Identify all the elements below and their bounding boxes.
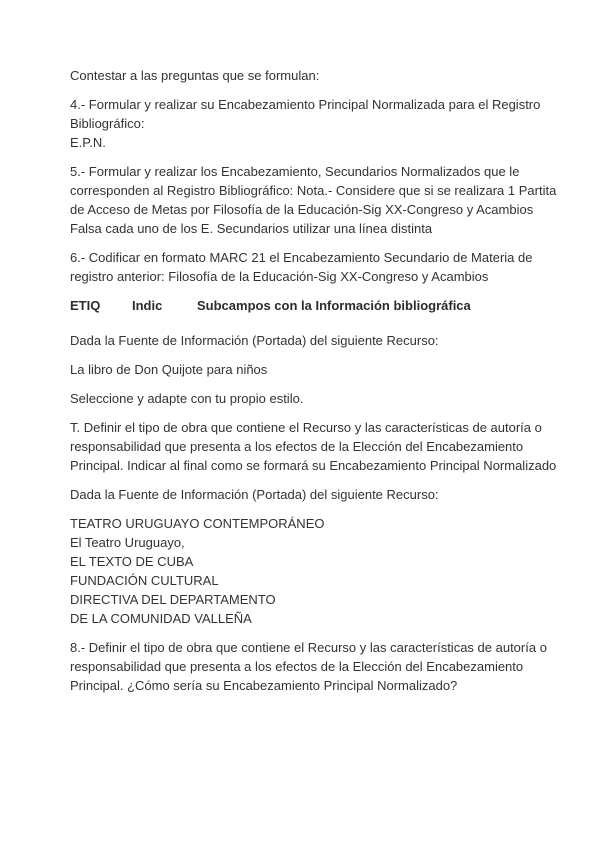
text-line: responsabilidad que presenta a los efectos de la Elección del Encabezamiento [70,439,524,454]
question-8-paragraph [70,638,547,695]
text-line: 8.- Definir el tipo de obra que contiene el Recurso y las características de autoría o [70,640,547,655]
text-line: de Acceso de Metas por Filosofía de la Educación-Sig XX-Congreso y Acambios [70,202,534,217]
question-6-paragraph [70,248,540,286]
text-line: registro anterior: Filosofía de la Educación-Sig XX-Congreso y Acambios [70,269,489,284]
text-line: El Teatro Uruguayo, [70,535,185,550]
text-line: Principal. ¿Cómo sería su Encabezamiento Principal Normalizado? [70,678,458,693]
marc-header-indic: Indic [132,298,163,313]
question-5-paragraph [70,162,557,238]
text-line: DE LA COMUNIDAD VALLEÑA [70,611,252,626]
text-line: 6.- Codificar en formato MARC 21 el Encabezamiento Secundario de Materia de [70,250,533,265]
marc-header-subcampos: Subcampos con la Información bibliográfica [197,298,471,313]
text-line: E.P.N. [70,135,106,150]
question-7-paragraph [70,418,557,475]
text-line: FUNDACIÓN CULTURAL [70,573,219,588]
text-line: EL TEXTO DE CUBA [70,554,194,569]
text-line: Bibliográfico: [70,116,145,131]
resource-title-1: La libro de Don Quijote para niños [70,362,268,377]
intro-paragraph: Contestar a las preguntas que se formulan: [70,68,320,83]
text-line: corresponden al Registro Bibliográfico: Nota.- Considere que si se realizara 1 Partita [70,183,557,198]
marc-header-etiq: ETIQ [70,298,101,313]
style-note: Seleccione y adapte con tu propio estilo. [70,391,304,406]
question-4-paragraph [70,95,540,152]
portada-block [70,514,540,628]
text-line: responsabilidad que presenta a los efectos de la Elección del Encabezamiento [70,659,524,674]
text-line: Principal. Indicar al final como se formará su Encabezamiento Principal Normalizado [70,458,557,473]
marc-table-header [70,296,540,315]
source-prompt-2: Dada la Fuente de Información (Portada) del siguiente Recurso: [70,487,439,502]
text-line: TEATRO URUGUAYO CONTEMPORÁNEO [70,516,325,531]
text-line: DIRECTIVA DEL DEPARTAMENTO [70,592,276,607]
text-line: T. Definir el tipo de obra que contiene el Recurso y las características de autoría o [70,420,542,435]
text-line: Falsa cada uno de los E. Secundarios utilizar una línea distinta [70,221,433,236]
text-line: 4.- Formular y realizar su Encabezamiento Principal Normalizada para el Registro [70,97,541,112]
text-line: 5.- Formular y realizar los Encabezamiento, Secundarios Normalizados que le [70,164,520,179]
source-prompt-1: Dada la Fuente de Información (Portada) del siguiente Recurso: [70,333,439,348]
